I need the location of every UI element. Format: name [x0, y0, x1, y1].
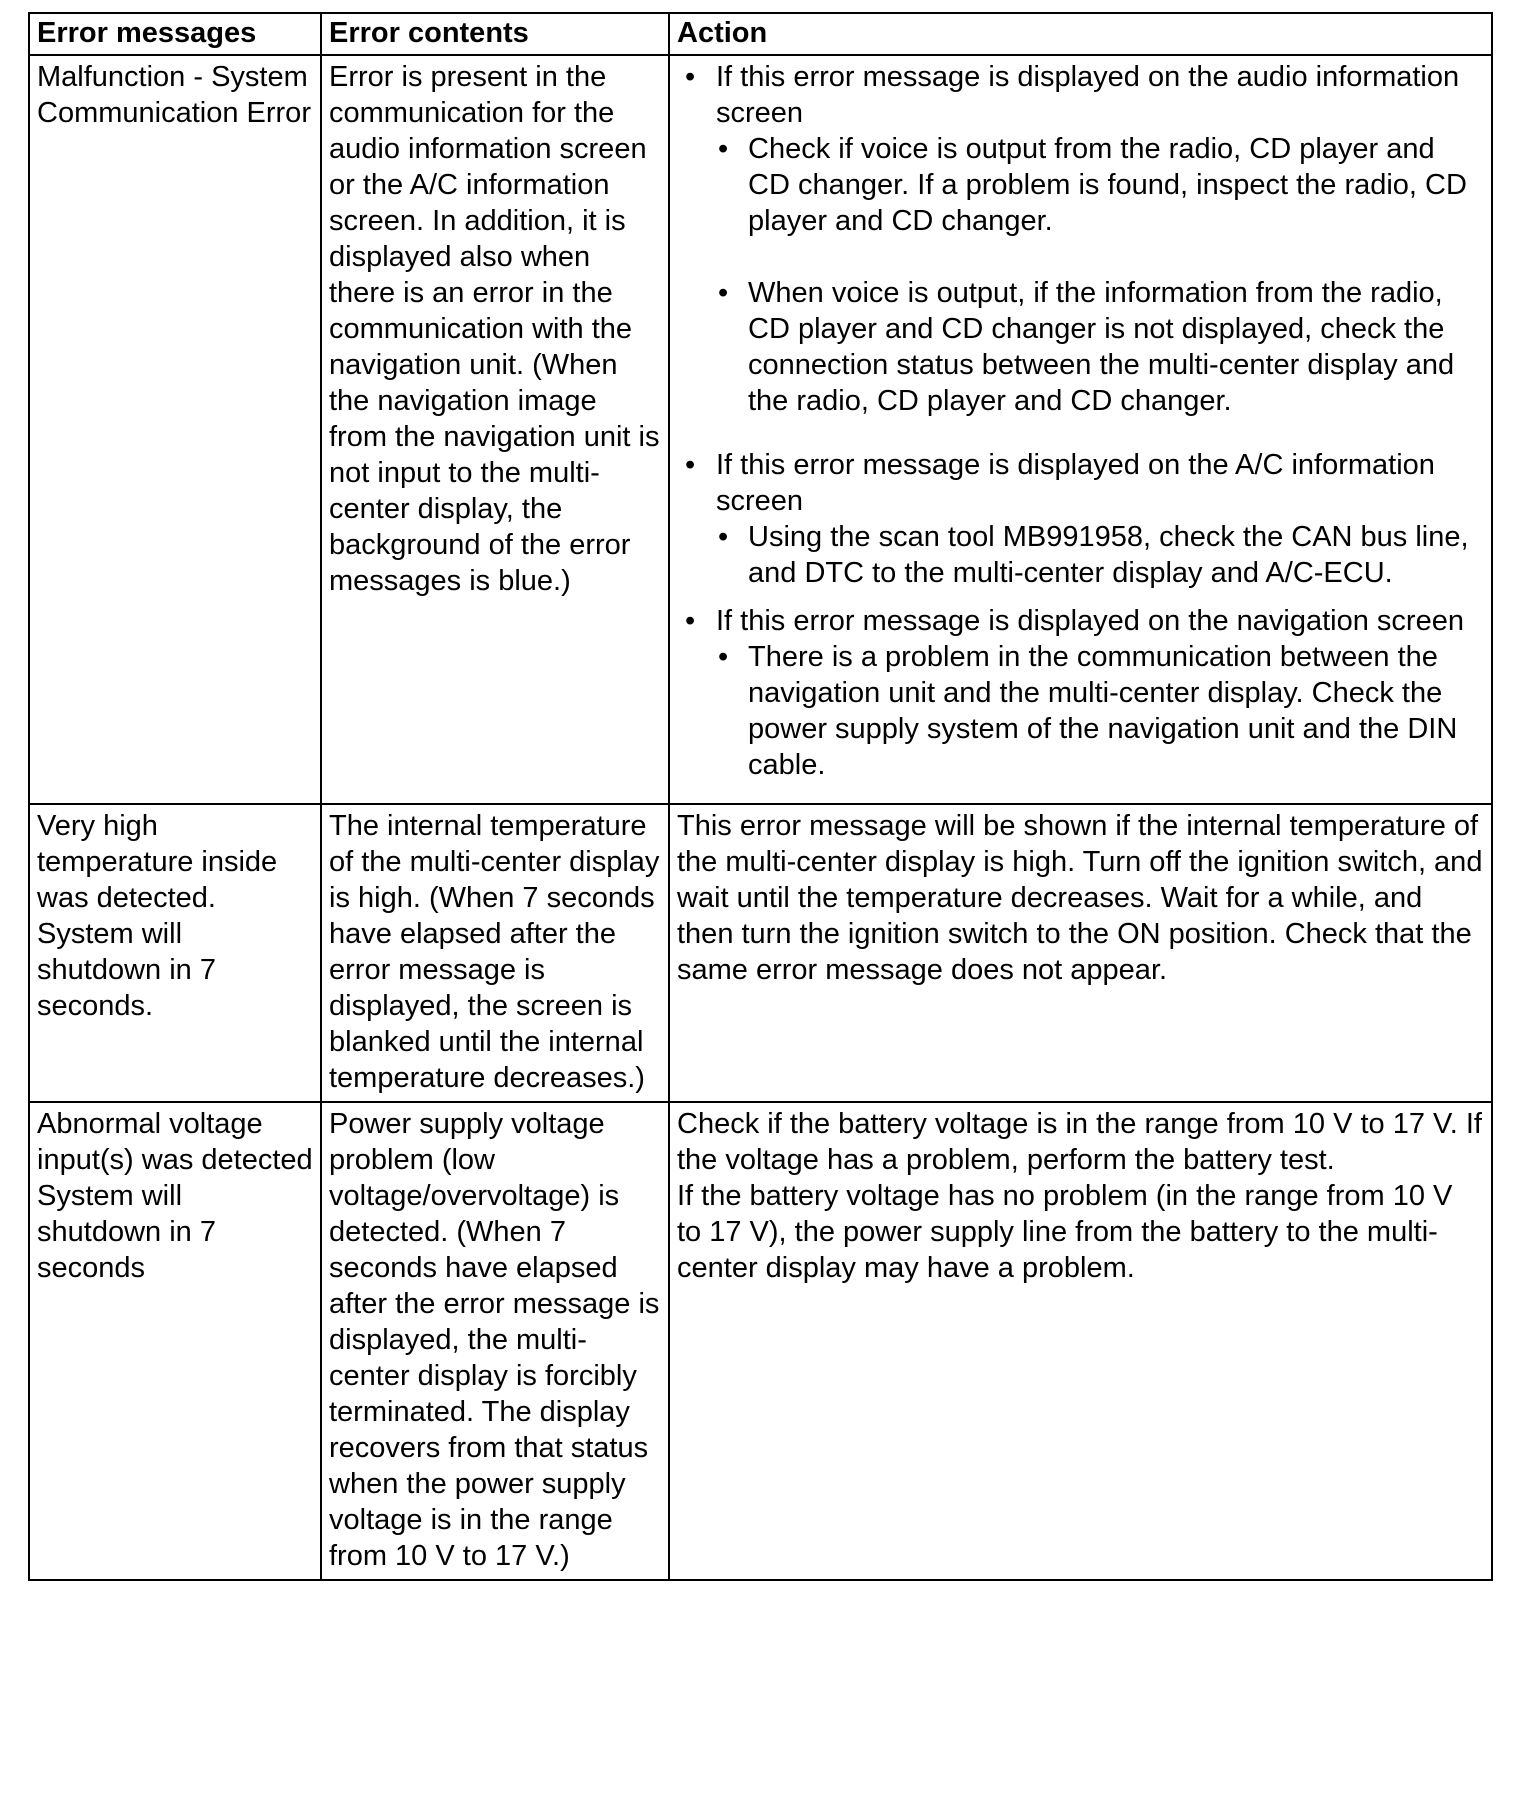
error-message-cell: Very high temperature inside was detected. System will shutdown in 7 seconds.: [29, 804, 321, 1102]
error-contents-cell: The internal temperature of the multi-center display is high. (When 7 seconds have elapsed after the error message is displayed, the screen is blanked until the internal temperature decreases.): [321, 804, 669, 1102]
error-message-cell: Abnormal voltage input(s) was detected System will shutdown in 7 seconds: [29, 1102, 321, 1580]
header-error-contents: Error contents: [321, 13, 669, 55]
action-list-item: [677, 59, 1484, 419]
header-error-messages: Error messages: [29, 13, 321, 55]
action-sub-list: [716, 131, 1484, 419]
table-header-row: [29, 13, 1492, 55]
action-list-item: [677, 603, 1484, 783]
action-sub-item: • There is a problem in the communication between the navigation unit and the multi-center display. Check the power supply system of the navigation unit and the DIN cable.: [716, 639, 1484, 783]
action-sub-item: • When voice is output, if the information from the radio, CD player and CD changer is not displayed, check the connection status between the multi-center display and the radio, CD player and CD changer.: [716, 275, 1484, 419]
action-list: [677, 59, 1484, 783]
action-cell: [669, 1102, 1492, 1580]
error-message-table: [28, 12, 1493, 1581]
action-condition: • If this error message is displayed on the A/C information screen: [716, 449, 1435, 517]
action-sub-item: • Check if voice is output from the radio, CD player and CD changer. If a problem is found, inspect the radio, CD player and CD changer.: [716, 131, 1484, 239]
action-condition: • If this error message is displayed on the audio information screen: [716, 61, 1460, 129]
error-contents-cell: Error is present in the communication for the audio information screen or the A/C information screen. In addition, it is displayed also when there is an error in the communication with the navigation unit. (When the navigation image from the navigation unit is not input to the multi-center display, the background of the error messages is blue.): [321, 55, 669, 804]
document-page: [28, 12, 1491, 1581]
table-row: [29, 1102, 1492, 1580]
action-list-item: [677, 447, 1484, 591]
action-condition: • If this error message is displayed on the navigation screen: [716, 605, 1464, 637]
action-sub-list: [716, 519, 1484, 591]
header-action: Action: [669, 13, 1492, 55]
action-cell: [669, 55, 1492, 804]
table-row: [29, 55, 1492, 804]
table-row: [29, 804, 1492, 1102]
action-sub-item: • Using the scan tool MB991958, check the CAN bus line, and DTC to the multi-center display and A/C-ECU.: [716, 519, 1484, 591]
error-contents-cell: Power supply voltage problem (low voltage/overvoltage) is detected. (When 7 seconds have elapsed after the error message is displayed, the multi-center display is forcibly terminated. The display recovers from that status when the power supply voltage is in the range from 10 V to 17 V.): [321, 1102, 669, 1580]
action-cell: This error message will be shown if the internal temperature of the multi-center display is high. Turn off the ignition switch, and wait until the temperature decreases. Wait for a while, and then turn the ignition switch to the ON position. Check that the same error message does not appear.: [669, 804, 1492, 1102]
action-sub-list: [716, 639, 1484, 783]
action-paragraph: If the battery voltage has no problem (in the range from 10 V to 17 V), the power supply line from the battery to the multi-center display may have a problem.: [677, 1180, 1453, 1284]
action-paragraph: Check if the battery voltage is in the range from 10 V to 17 V. If the voltage has a problem, perform the battery test.: [677, 1108, 1482, 1176]
error-message-cell: Malfunction - System Communication Error: [29, 55, 321, 804]
